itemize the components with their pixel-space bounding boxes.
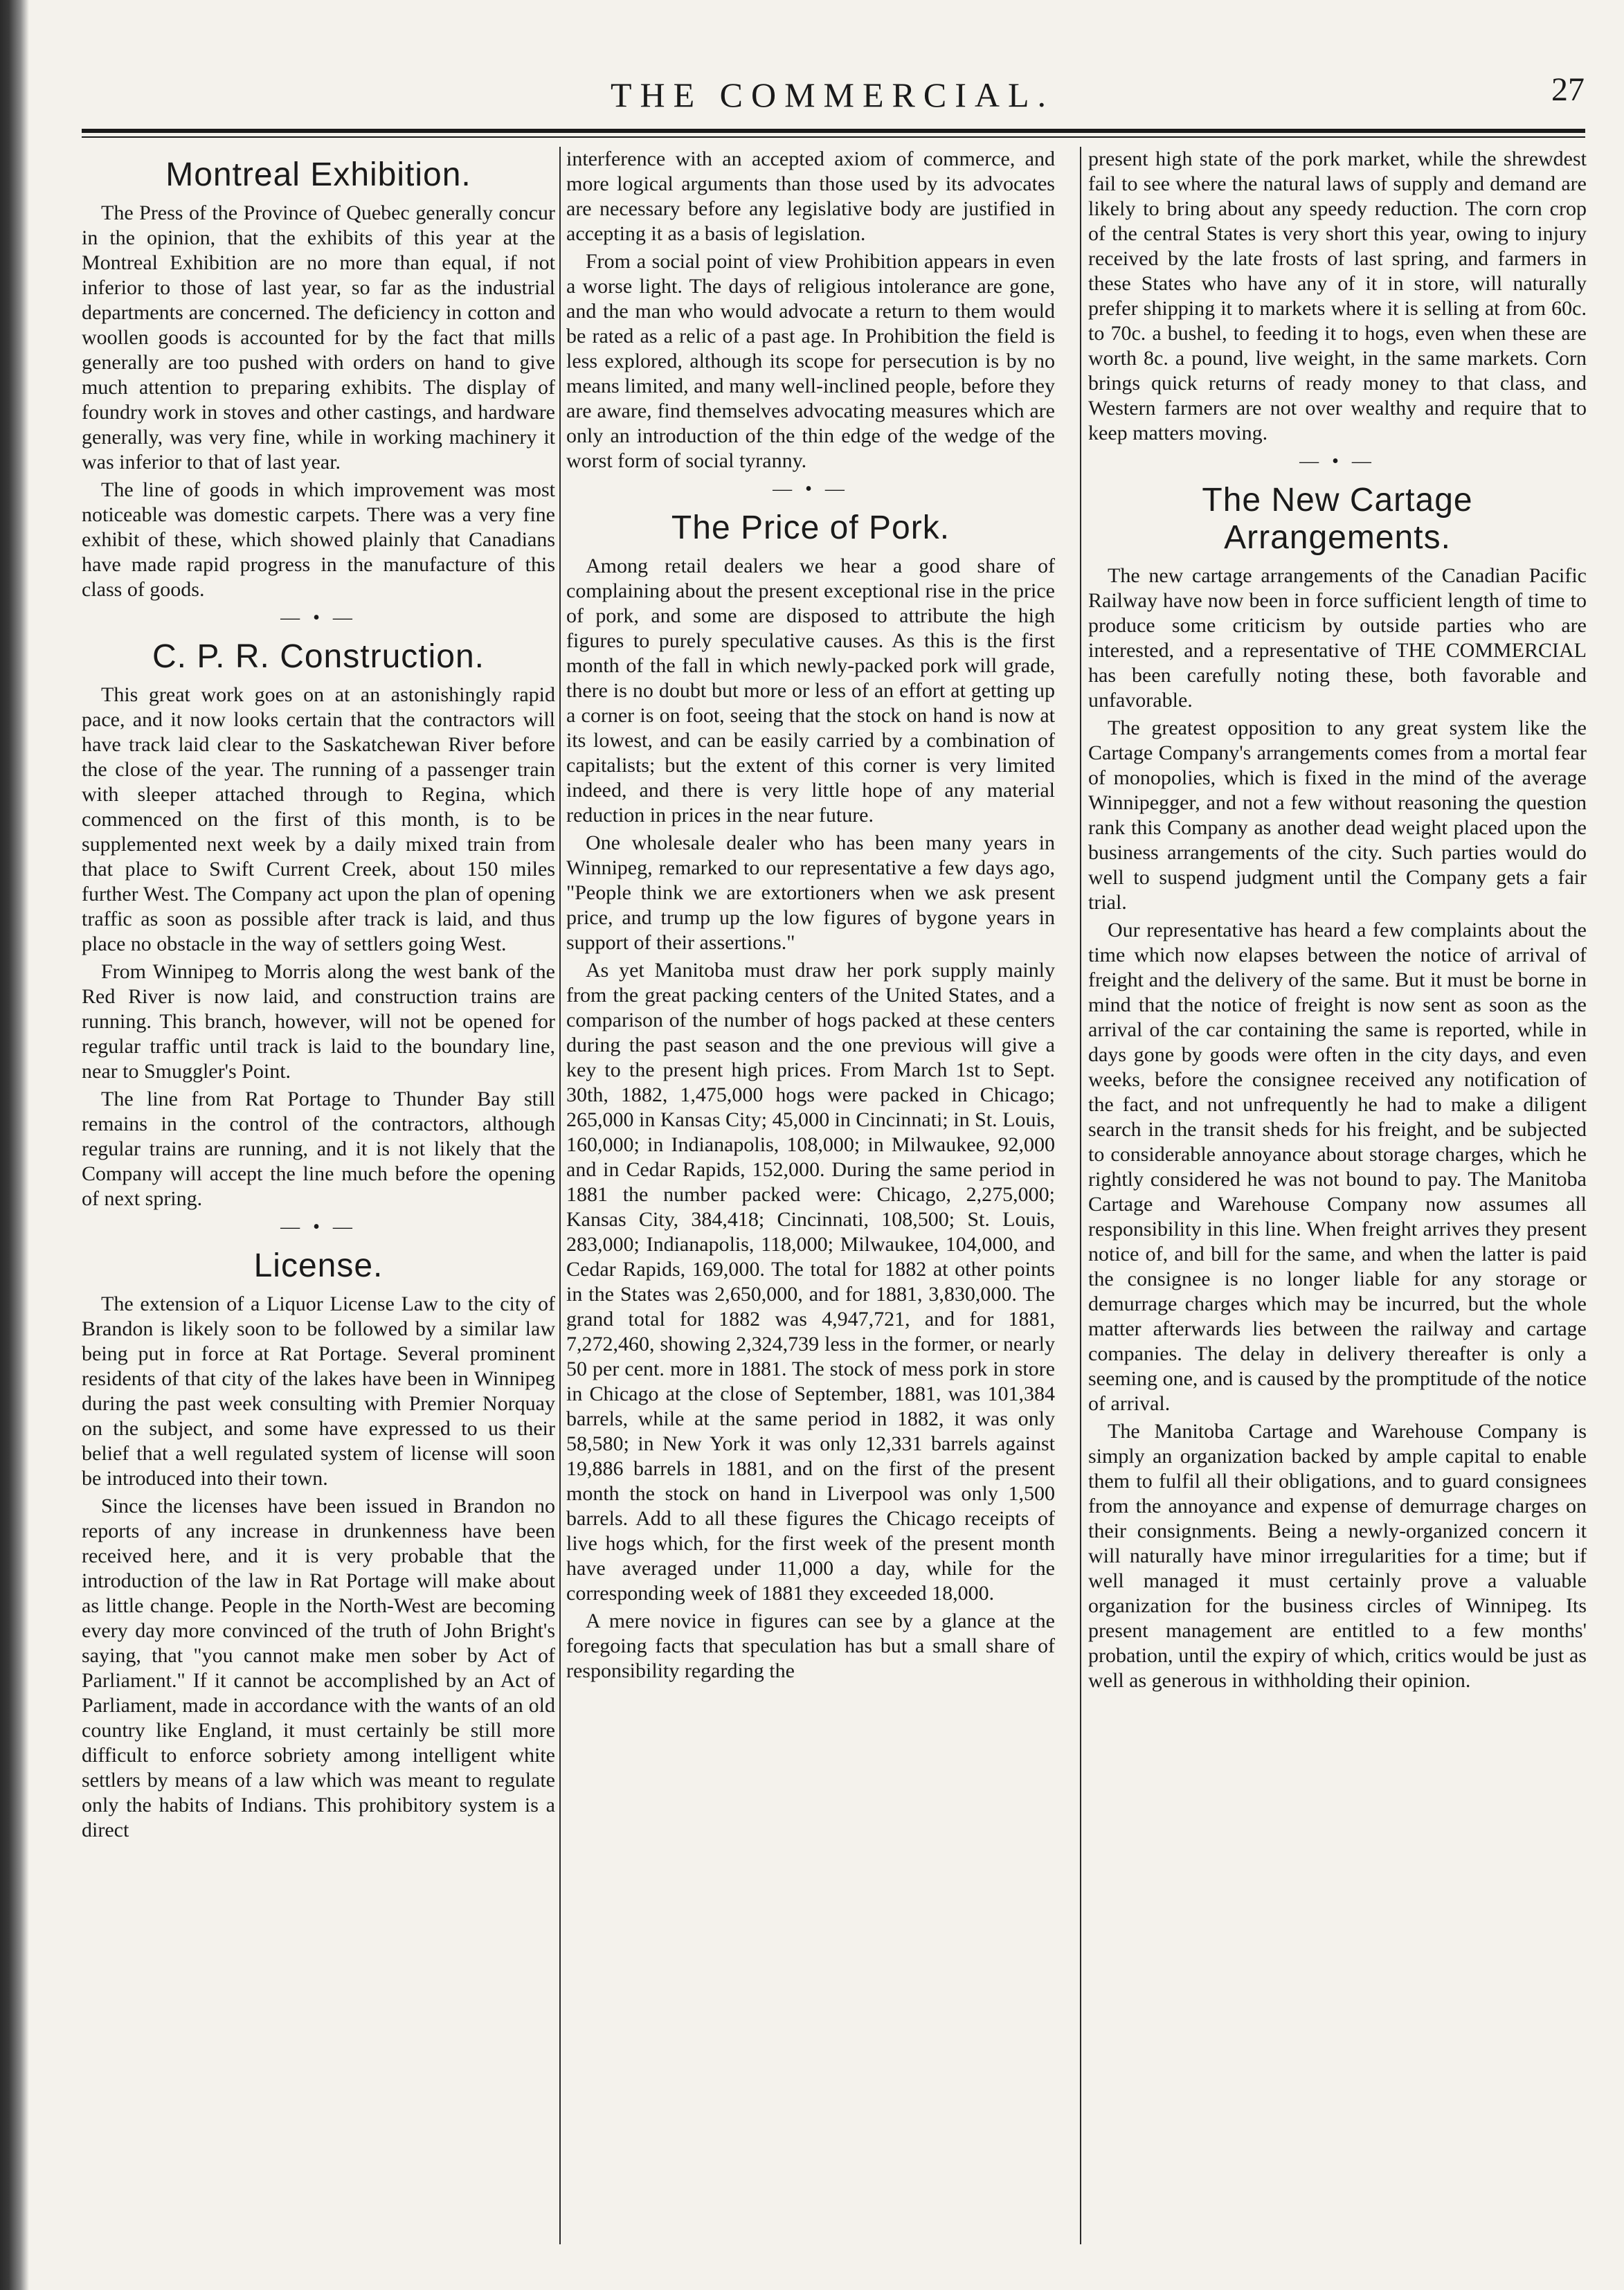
article-heading: C. P. R. Construction.	[152, 638, 485, 675]
article-paragraph: The Press of the Province of Quebec generally concur in the opinion, that the exhibits of this year at the Montreal Exhibition are no more than equal, if not inferior to those of last year, so far as the industrial departments are concerned. The deficiency in cotton and woollen goods is accounted for by the fact that mills generally are too pushed with orders on hand to give much attention to preparing exhibits. The display of foundry work in stoves and other castings, and hardware generally, was very fine, while in working machinery it was inferior to that of last year.	[82, 201, 555, 474]
article-paragraph: A mere novice in figures can see by a glance at the foregoing facts that speculation has but a small share of responsibility regarding the	[566, 1610, 1055, 1682]
section-ornament: — • —	[280, 607, 357, 629]
page-header	[76, 71, 1589, 126]
section-ornament: — • —	[280, 1216, 357, 1238]
article-paragraph: The Manitoba Cartage and Warehouse Company is simply an organization backed by ample capital to enable them to fulfil all their obligations, and to guard consignees from the annoyance and expense of demurrage charges on their consignments. Being a newly-organized concern it will naturally have minor irregularities for a time; but if well managed it must certainly prove a valuable organization for the business circles of Winnipeg. Its present management are entitled to a few months' probation, until the expiry of which, critics would be just as well as generous in withholding their opinion.	[1088, 1420, 1587, 1692]
article-paragraph: Among retail dealers we hear a good share of complaining about the present exceptional rise in the price of pork, and some are disposed to attribute the high figures to purely speculative causes. As this is the first month of the fall in which newly-packed pork will grade, there is no doubt but more or less of an effort at getting up a corner is on foot, seeing that the stock on hand is now at its lowest, and can be easily carried by a combination of capitalists; but the extent of this corner is very limited indeed, and there is very little hope of any material reduction in prices in the near future.	[566, 555, 1055, 827]
column-1	[82, 147, 555, 2237]
article-paragraph: The greatest opposition to any great system like the Cartage Company's arrangements comes from a mortal fear of monopolies, which is fixed in the mind of the average Winnipegger, and not a few without reasoning the question rank this Company as another dead weight placed upon the business arrangements of the city. Such parties would do well to suspend judgment until the Company gets a fair trial.	[1088, 716, 1587, 914]
article-paragraph: One wholesale dealer who has been many years in Winnipeg, remarked to our representative a few days ago, "People think we are extortioners when we ask present price, and trump up the low figures of bygone years in support of their assertions."	[566, 831, 1055, 954]
section-ornament: — • —	[1299, 451, 1375, 472]
column-divider-1	[559, 147, 561, 2244]
article-paragraph: As yet Manitoba must draw her pork supply mainly from the great packing centers of the United States, and a comparison of the number of hogs packed at these centers during the past season and the one previous will give a key to the present high prices. From March 1st to Sept. 30th, 1882, 1,475,000 hogs were packed in Chicago; 265,000 in Kansas City; 45,000 in Cincinnati; in St. Louis, 160,000; in Indianapolis, 108,000; in Milwaukee, 92,000 and in Cedar Rapids, 152,000. During the same period in 1881 the number packed were: Chicago, 2,275,000; Kansas City, 384,418; Cincinnati, 108,500; St. Louis, 283,000; Indianapolis, 118,000; Milwaukee, 104,000, and Cedar Rapids, 169,000. The total for 1882 at other points in the States was 2,650,000, and for 1881, 3,830,000. The grand total for 1882 was 4,947,721, and for 1881, 7,272,460, showing 2,324,739 less in the former, or nearly 50 per cent. more in 1881. The stock of mess pork in store in Chicago at the close of September, 1881, was 101,384 barrels, while at the same period in 1882, it was only 58,580; in New York it was only 12,331 barrels against 19,886 barrels in 1881, and on the first of the present month the stock on hand in Liverpool was only 1,500 barrels. Add to all these figures the Chicago receipts of live hogs which, for the first week of the present month have averaged under 11,000 a day, while for the corresponding week of 1881 they exceeded 18,000.	[566, 959, 1055, 1605]
article-paragraph: present high state of the pork market, while the shrewdest fail to see where the natural laws of supply and demand are likely to bring about any speedy reduction. The corn crop of the central States is very short this year, owing to injury received by the late frosts of last spring, and farmers in these States who have any of it in store, will naturally prefer shipping it to markets where it is selling at from 60c. to 70c. a bushel, to feeding it to hogs, even when these are worth 8c. a pound, live weight, in the same markets. Corn brings quick returns of ready money to that class, and Western farmers are not over wealthy and require that to keep matters moving.	[1088, 147, 1587, 444]
article-paragraph: The new cartage arrangements of the Canadian Pacific Railway have now been in force sufficient length of time to produce some criticism by outside parties who are interested, and a representative of THE COMMERCIAL has been carefully noting these, both favorable and unfavorable.	[1088, 564, 1587, 712]
article-paragraph: From a social point of view Prohibition appears in even a worse light. The days of religious intolerance are gone, and the man who would advocate a return to them would be rated as a relic of a past age. In Prohibition the field is less explored, although its scope for persecution is by no means limited, and many well-inclined people, before they are aware, find themselves advocating measures which are only an introduction of the thin edge of the wedge of the worst form of social tyranny.	[566, 250, 1055, 472]
page-edge-binding	[0, 0, 29, 2290]
column-2	[566, 147, 1055, 2237]
article-paragraph: This great work goes on at an astonishingly rapid pace, and it now looks certain that the contractors will have track laid clear to the Saskatchewan River before the close of the year. The running of a passenger train with sleeper attached through to Regina, which commenced on the first of this month, is to be supplemented next week by a daily mixed train from that place to Swift Current Creek, about 150 miles further West. The Company act upon the plan of opening traffic as soon as possible after track is laid, and thus place no obstacle in the way of settlers going West.	[82, 683, 555, 955]
article-heading: Montreal Exhibition.	[165, 156, 471, 193]
header-rule-thick	[82, 129, 1585, 133]
article-paragraph: interference with an accepted axiom of commerce, and more logical arguments than those used by its advocates are necessary before any legislative body are justified in accepting it as a basis of legislation.	[566, 147, 1055, 245]
article-paragraph: Our representative has heard a few complaints about the time which now elapses between the notice of arrival of freight and the delivery of the same. But it must be borne in mind that the notice of freight is now sent as soon as the arrival of the car containing the same is reported, while in days gone by goods were often in the city days, and even weeks, before the consignee received any notification of the fact, and not unfrequently he had to make a diligent search in the transit sheds for his freight, and be subjected to considerable annoyance about storage charges, which he rightly considered he was not bound to pay. The Manitoba Cartage and Warehouse Company now assumes all responsibility in this line. When freight arrives they present notice of, and bill for the same, and when the latter is paid the consignee is no longer liable for any storage or demurrage charges which may be incurred, but the whole matter afterwards lies between the railway and cartage companies. The delay in delivery thereafter is only a seeming one, and is caused by the promptitude of the notice of arrival.	[1088, 919, 1587, 1415]
article-heading: License.	[253, 1247, 384, 1284]
column-3	[1088, 147, 1587, 2237]
section-ornament: — • —	[773, 478, 849, 500]
header-rule-thin	[82, 136, 1585, 138]
article-paragraph: From Winnipeg to Morris along the west bank of the Red River is now laid, and construction trains are running. This branch, however, will not be opened for regular traffic until track is laid to the boundary line, near to Smuggler's Point.	[82, 960, 555, 1083]
article-heading: The New Cartage Arrangements.	[1202, 482, 1473, 556]
article-paragraph: The line from Rat Portage to Thunder Bay still remains in the control of the contractors, although regular trains are running, and it is not likely that the Company will accept the line much before the opening of next spring.	[82, 1088, 555, 1210]
page-number: 27	[1551, 71, 1585, 108]
article-paragraph: Since the licenses have been issued in Brandon no reports of any increase in drunkenness have been received here, and it is very probable that the introduction of the law in Rat Portage will make about as little change. People in the North-West are becoming every day more convinced of the truth of John Bright's saying, that "you cannot make men sober by Act of Parliament." If it cannot be accomplished by an Act of Parliament, made in accordance with the wants of an old country like England, it must certainly be still more difficult to enforce sobriety among intelligent white settlers by means of a law which was meant to regulate only the habits of Indians. This prohibitory system is a direct	[82, 1495, 555, 1841]
article-paragraph: The line of goods in which improvement was most noticeable was domestic carpets. There was a very fine exhibit of these, which showed plainly that Canadians have made rapid progress in the manufacture of this class of goods.	[82, 478, 555, 601]
column-divider-2	[1080, 147, 1081, 2244]
article-heading: The Price of Pork.	[671, 510, 950, 546]
publication-title: THE COMMERCIAL.	[610, 75, 1055, 114]
article-paragraph: The extension of a Liquor License Law to the city of Brandon is likely soon to be followed by a similar law being put in force at Rat Portage. Several prominent residents of that city of the lakes have been in Winnipeg during the past week consulting with Premier Norquay on the subject, and some have expressed to us their belief that a well regulated system of license will soon be introduced into their town.	[82, 1292, 555, 1490]
